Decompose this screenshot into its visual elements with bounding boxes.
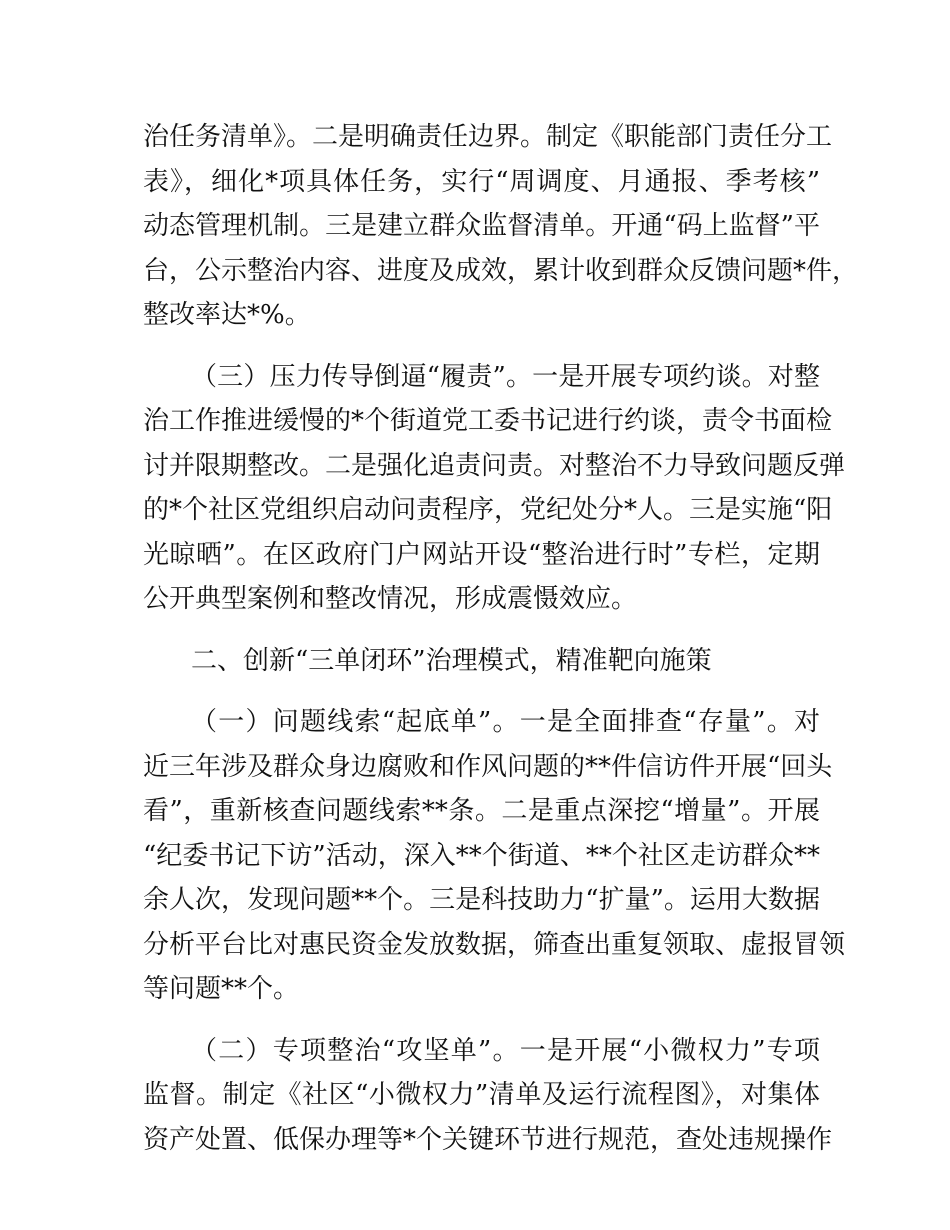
text-line: 光晾晒”。在区政府门户网站开设“整治进行时”专栏，定期 bbox=[143, 539, 820, 570]
text-line: 治工作推进缓慢的*个街道党工委书记进行约谈，责令书面检 bbox=[143, 406, 833, 436]
document-body bbox=[143, 115, 859, 1179]
text-line: 表》，细化*项具体任务，实行“周调度、月通报、季考核” bbox=[143, 166, 820, 197]
text-line: 治任务清单》。二是明确责任边界。制定《职能部门责任分工 bbox=[143, 122, 833, 152]
text-line: 余人次，发现问题**个。三是科技助力“扩量”。运用大数据 bbox=[143, 885, 820, 915]
text-line: 公开典型案例和整改情况，形成震慑效应。 bbox=[143, 584, 638, 614]
text-line: 讨并限期整改。二是强化追责问责。对整治不力导致问题反弹 bbox=[143, 450, 846, 481]
text-line: “纪委书记下访”活动，深入**个街道、**个社区走访群众** bbox=[143, 840, 820, 871]
text-line: 分析平台比对惠民资金发放数据，筛查出重复领取、虚报冒领 bbox=[143, 929, 846, 960]
text-line: 的*个社区党组织启动问责程序，党纪处分*人。三是实施“阳 bbox=[143, 495, 833, 525]
text-line: 台，公示整治内容、进度及成效，累计收到群众反馈问题*件， bbox=[143, 255, 859, 286]
text-line: 看”，重新核查问题线索**条。二是重点深挖“增量”。开展 bbox=[143, 796, 820, 826]
paragraph-special-rectification bbox=[143, 1029, 833, 1163]
text-line: 监督。制定《社区“小微权力”清单及运行流程图》，对集体 bbox=[143, 1080, 820, 1110]
text-line: 动态管理机制。三是建立群众监督清单。开通“码上监督”平 bbox=[143, 211, 820, 241]
section-heading bbox=[143, 639, 820, 684]
heading-line: 二、创新“三单闭环”治理模式，精准靶向施策 bbox=[191, 645, 712, 676]
paragraph-pressure-transmission bbox=[143, 355, 846, 622]
text-line: 近三年涉及群众身边腐败和作风问题的**件信访件开展“回头 bbox=[143, 751, 833, 782]
text-line: （三）压力传导倒逼“履责”。一是开展专项约谈。对整 bbox=[191, 361, 820, 392]
paragraph-responsibility-lists bbox=[143, 115, 859, 338]
paragraph-problem-clues bbox=[143, 700, 846, 1012]
text-line: （二）专项整治“攻坚单”。一是开展“小微权力”专项 bbox=[191, 1035, 820, 1066]
text-line: 等问题**个。 bbox=[143, 974, 300, 1004]
text-line: （一）问题线索“起底单”。一是全面排查“存量”。对 bbox=[191, 707, 820, 737]
text-line: 整改率达*%。 bbox=[143, 300, 311, 330]
text-line: 资产处置、低保办理等*个关键环节进行规范，查处违规操作 bbox=[143, 1124, 833, 1155]
